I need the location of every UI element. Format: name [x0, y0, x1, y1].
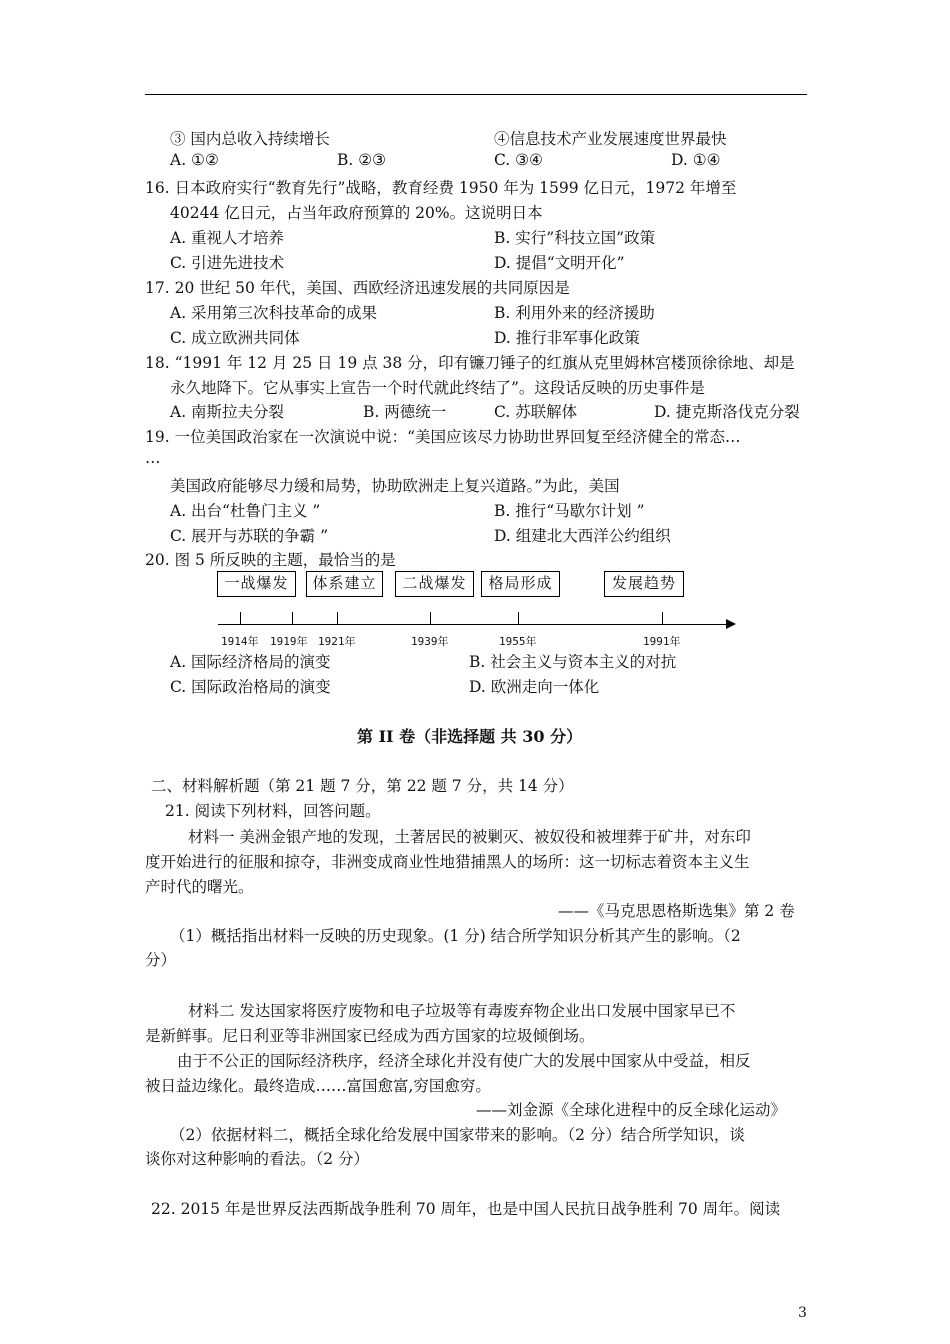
timeline-tick	[518, 612, 519, 624]
q18-choice-d: D. 捷克斯洛伐克分裂	[654, 403, 800, 421]
timeline-tick	[430, 612, 431, 624]
q17-choice-d: D. 推行非军事化政策	[494, 329, 640, 347]
timeline-year: 1939年	[411, 635, 449, 648]
timeline-tick	[240, 612, 241, 624]
timeline-year: 1921年	[318, 635, 356, 648]
q19-stem-ellipsis: …	[145, 449, 161, 467]
q15-choice-a: A. ①②	[170, 151, 219, 169]
material-2-line3: 由于不公正的国际经济秩序，经济全球化并没有使广大的发展中国家从中受益，相反	[177, 1052, 751, 1070]
timeline-axis	[218, 624, 728, 625]
timeline-box-ww2: 二战爆发	[395, 571, 474, 597]
material-1-line1: 材料一 美洲金银产地的发现，土著居民的被剿灭、被奴役和被埋葬于矿井，对东印	[188, 828, 751, 846]
q20-stem: 20. 图 5 所反映的主题，最恰当的是	[145, 551, 396, 569]
timeline-year: 1955年	[499, 635, 537, 648]
timeline-tick	[662, 612, 663, 624]
q18-choice-c: C. 苏联解体	[494, 403, 578, 421]
part-2-heading: 二、材料解析题（第 21 题 7 分，第 22 题 7 分，共 14 分）	[151, 777, 574, 795]
q16-choice-b: B. 实行”科技立国”政策	[494, 229, 656, 247]
timeline-year: 1919年	[270, 635, 308, 648]
q16-stem-line1: 16. 日本政府实行“教育先行”战略，教育经费 1950 年为 1599 亿日元，1972 年增至	[145, 179, 737, 197]
q21-part2-line1: （2）依据材料二，概括全球化给发展中国家带来的影响。（2 分）结合所学知识，谈	[170, 1126, 745, 1144]
q20-choice-a: A. 国际经济格局的演变	[170, 653, 331, 671]
q17-stem: 17. 20 世纪 50 年代，美国、西欧经济迅速发展的共同原因是	[145, 279, 570, 297]
q19-stem-line1: 19. 一位美国政治家在一次演说中说：“美国应该尽力协助世界回复至经济健全的常态…	[145, 428, 741, 446]
q19-choice-b: B. 推行“马歇尔计划 ”	[494, 502, 645, 520]
timeline-arrow	[726, 619, 736, 629]
material-2-line1: 材料二 发达国家将医疗废物和电子垃圾等有毒废弃物企业出口发展中国家早已不	[188, 1002, 736, 1020]
section-2-heading: 第 II 卷（非选择题 共 30 分）	[357, 727, 583, 746]
q15-choice-b: B. ②③	[337, 151, 387, 169]
q16-stem-line2: 40244 亿日元，占当年政府预算的 20%。这说明日本	[170, 204, 543, 222]
timeline-tick	[292, 612, 293, 624]
q18-choice-a: A. 南斯拉夫分裂	[170, 403, 285, 421]
q16-choice-a: A. 重视人才培养	[170, 229, 285, 247]
q19-choice-d: D. 组建北大西洋公约组织	[494, 527, 671, 545]
q15-option-3: ③ 国内总收入持续增长	[170, 130, 330, 148]
q17-choice-a: A. 采用第三次科技革命的成果	[170, 304, 378, 322]
material-1-line2: 度开始进行的征服和掠夺，非洲变成商业性地猎捕黑人的场所：这一切标志着资本主义生	[145, 853, 750, 871]
q17-choice-b: B. 利用外来的经济援助	[494, 304, 655, 322]
q21-part1-line1: （1）概括指出材料一反映的历史现象。(1 分) 结合所学知识分析其产生的影响。（2	[170, 927, 741, 945]
timeline-box-system: 体系建立	[306, 571, 383, 597]
q15-choice-d: D. ①④	[671, 151, 721, 169]
q20-choice-c: C. 国际政治格局的演变	[170, 678, 331, 696]
q22-stem: 22. 2015 年是世界反法西斯战争胜利 70 周年，也是中国人民抗日战争胜利 70 周年。阅读	[151, 1200, 781, 1218]
material-2-line2: 是新鲜事。尼日利亚等非洲国家已经成为西方国家的垃圾倾倒场。	[145, 1027, 595, 1045]
q18-stem-line1: 18. “1991 年 12 月 25 日 19 点 38 分，印有镰刀锤子的红旗从克里姆林宫楼顶徐徐地、却是	[145, 354, 795, 372]
timeline-box-pattern: 格局形成	[481, 571, 560, 597]
timeline-tick	[337, 612, 338, 624]
q20-choice-b: B. 社会主义与资本主义的对抗	[469, 653, 677, 671]
q18-stem-line2: 永久地降下。它从事实上宣告一个时代就此终结了”。这段话反映的历史事件是	[170, 379, 705, 397]
header-rule	[145, 94, 807, 95]
timeline-box-ww1: 一战爆发	[217, 571, 296, 597]
q16-choice-c: C. 引进先进技术	[170, 254, 285, 272]
q18-choice-b: B. 两德统一	[363, 403, 447, 421]
material-2-line4: 被日益边缘化。最终造成……富国愈富,穷国愈穷。	[145, 1077, 491, 1095]
timeline-year: 1914年	[221, 635, 259, 648]
q19-stem-line2: 美国政府能够尽力缓和局势，协助欧洲走上复兴道路。”为此，美国	[170, 477, 620, 495]
timeline-box-trend: 发展趋势	[604, 571, 684, 597]
timeline-year: 1991年	[643, 635, 681, 648]
q15-option-4: ④信息技术产业发展速度世界最快	[494, 130, 727, 148]
q19-choice-c: C. 展开与苏联的争霸 ”	[170, 527, 329, 545]
material-1-source: ——《马克思恩格斯选集》第 2 卷	[558, 902, 795, 920]
material-2-source: ——刘金源《全球化进程中的反全球化运动》	[476, 1101, 787, 1119]
q21-part2-line2: 谈你对这种影响的看法。（2 分）	[145, 1150, 370, 1168]
q20-choice-d: D. 欧洲走向一体化	[469, 678, 600, 696]
material-1-line3: 产时代的曙光。	[145, 878, 254, 896]
q21-stem: 21. 阅读下列材料，回答问题。	[165, 802, 381, 820]
q15-choice-c: C. ③④	[494, 151, 543, 169]
q16-choice-d: D. 提倡“文明开化”	[494, 254, 625, 272]
q21-part1-line2: 分）	[145, 951, 177, 969]
q17-choice-c: C. 成立欧洲共同体	[170, 329, 300, 347]
page-number: 3	[798, 1305, 807, 1321]
q19-choice-a: A. 出台“杜鲁门主义 ”	[170, 502, 321, 520]
